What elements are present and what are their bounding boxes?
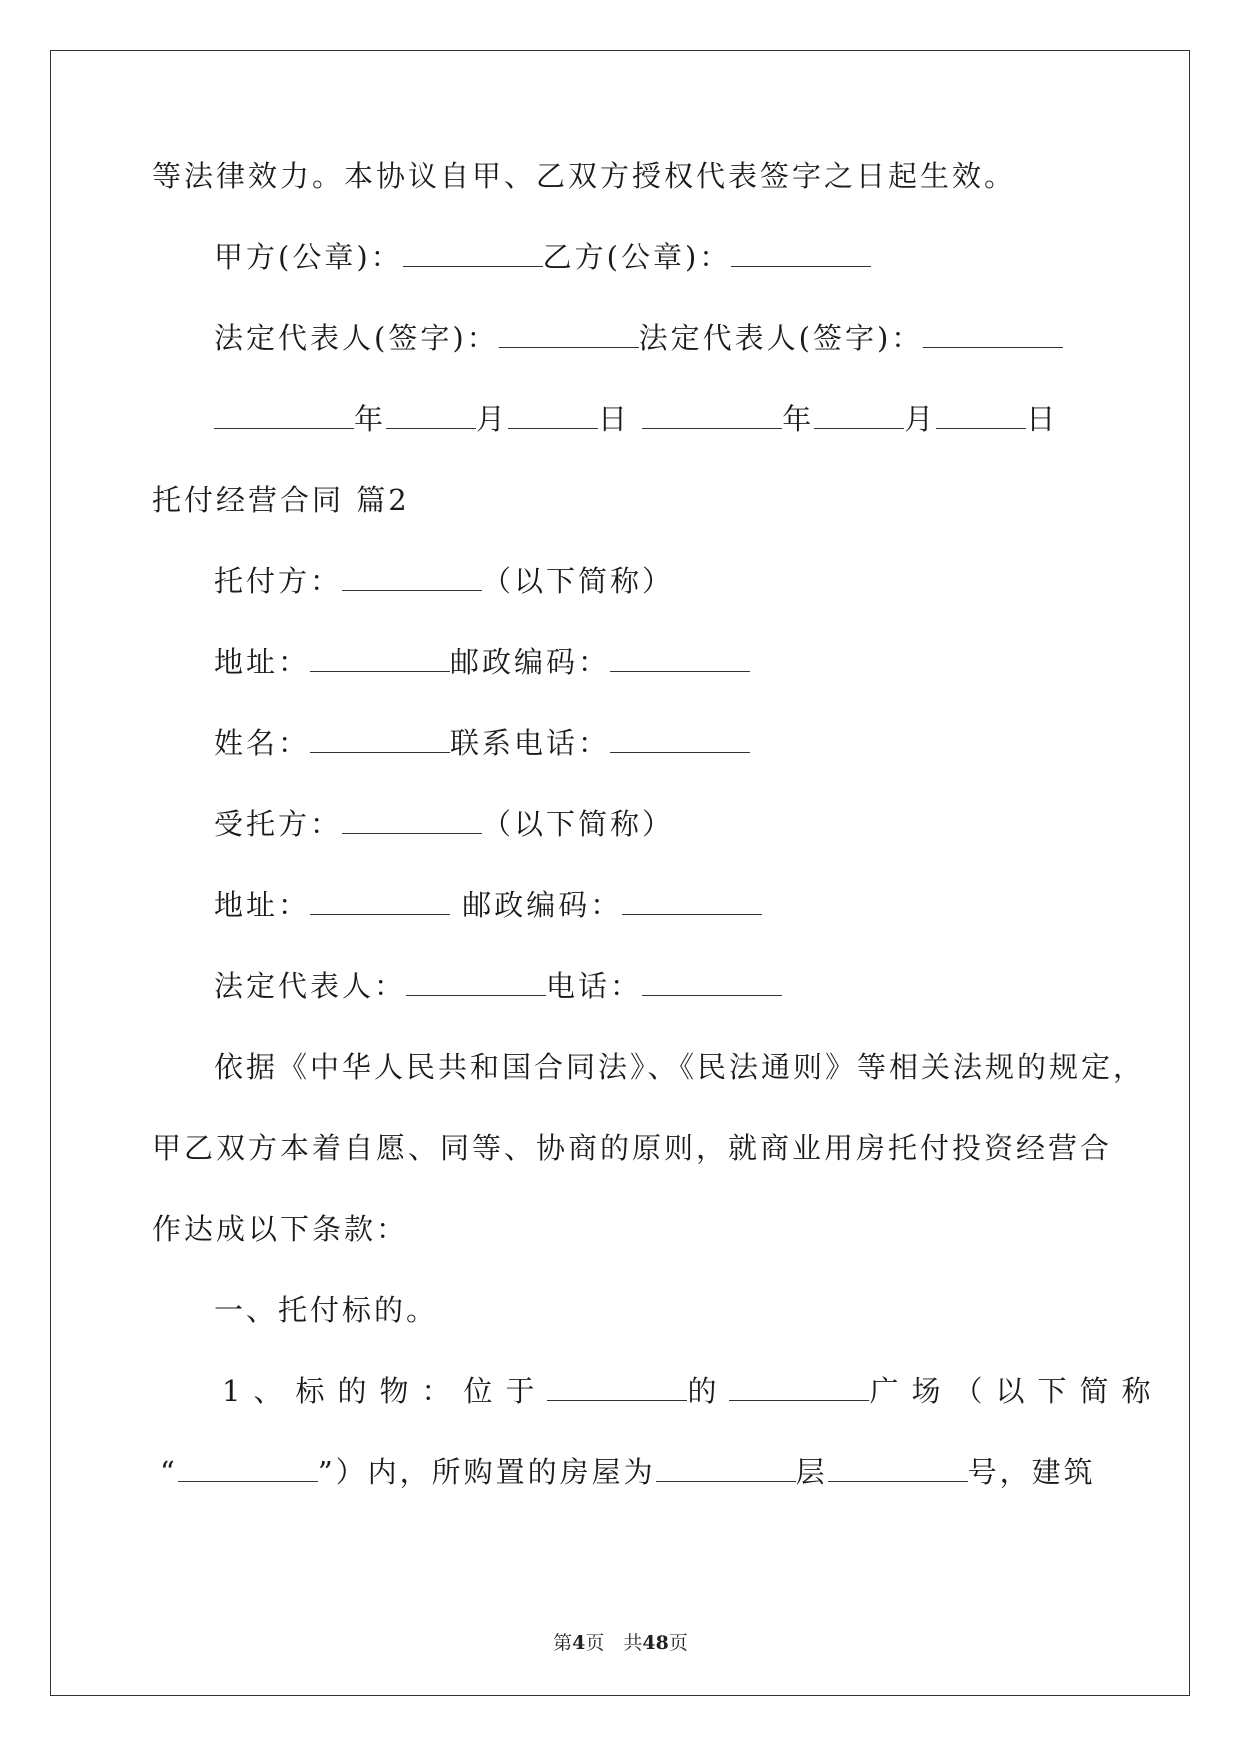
day-blank[interactable]: [508, 402, 598, 429]
year-blank[interactable]: [642, 402, 782, 429]
phone-blank[interactable]: [610, 726, 750, 753]
trustee-label: 受托方：: [214, 807, 343, 841]
subject-line: [222, 1371, 1163, 1411]
current-page-number: 4: [572, 1632, 586, 1654]
party-b-rep-blank[interactable]: [923, 321, 1063, 348]
subject-connector: 的: [687, 1374, 730, 1408]
floor-label: 层: [795, 1455, 828, 1489]
paragraph-text: 等法律效力。本协议自甲、乙双方授权代表签字之日起生效。: [152, 159, 1017, 193]
premises-text: ”）内，所购置的房屋为: [317, 1455, 656, 1489]
page-border: [50, 50, 1190, 1696]
principal-line: [214, 561, 674, 601]
address-blank[interactable]: [310, 888, 450, 915]
principal-label: 托付方：: [214, 564, 343, 598]
name-blank[interactable]: [310, 726, 450, 753]
signature-seal-line: [214, 237, 871, 277]
year-label: 年: [782, 402, 815, 436]
phone-label: 联系电话：: [450, 726, 611, 760]
month-label: 月: [476, 402, 509, 436]
party-b-seal-blank[interactable]: [731, 240, 871, 267]
rep-blank[interactable]: [406, 969, 546, 996]
name-label: 姓名：: [214, 726, 311, 760]
section-title-text: 托付经营合同 篇2: [152, 483, 410, 517]
trustee-blank[interactable]: [342, 807, 482, 834]
phone-label: 电话：: [546, 969, 643, 1003]
day-blank[interactable]: [936, 402, 1026, 429]
footer-text: 页 共: [585, 1632, 643, 1654]
total-page-number: 48: [642, 1632, 669, 1654]
month-blank[interactable]: [814, 402, 904, 429]
phone-blank[interactable]: [642, 969, 782, 996]
text-line: [152, 1209, 408, 1249]
section-title: [152, 480, 410, 520]
party-a-rep-label: 法定代表人(签字)：: [214, 321, 499, 355]
party-b-rep-label: 法定代表人(签字)：: [638, 321, 924, 355]
floor-blank[interactable]: [656, 1455, 796, 1482]
text-line: [152, 156, 1016, 196]
principal-note: （以下简称）: [482, 564, 675, 598]
subject-note: 广场（以下简称: [869, 1374, 1164, 1408]
year-blank[interactable]: [214, 402, 354, 429]
clause-heading-text: 一、托付标的。: [214, 1293, 439, 1327]
text-line: [152, 1128, 1112, 1168]
page-footer: [0, 1628, 1241, 1655]
trustee-note: （以下简称）: [482, 807, 675, 841]
paragraph-text: 作达成以下条款：: [152, 1212, 409, 1246]
rep-label: 法定代表人：: [214, 969, 407, 1003]
zip-label: 邮政编码：: [462, 888, 623, 922]
quote-open: “: [160, 1455, 178, 1489]
number-label: 号，建筑: [967, 1455, 1096, 1489]
month-label: 月: [904, 402, 937, 436]
month-blank[interactable]: [386, 402, 476, 429]
party-a-rep-blank[interactable]: [499, 321, 639, 348]
footer-text: 第: [553, 1632, 573, 1654]
footer-text: 页: [668, 1632, 688, 1654]
zip-label: 邮政编码：: [450, 645, 611, 679]
year-label: 年: [354, 402, 387, 436]
party-a-seal-blank[interactable]: [403, 240, 543, 267]
trustee-rep-line: [214, 966, 782, 1006]
address-label: 地址：: [214, 888, 311, 922]
date-line: [214, 399, 1058, 439]
location-blank[interactable]: [547, 1374, 687, 1401]
party-b-seal-label: 乙方(公章)：: [542, 240, 732, 274]
zip-blank[interactable]: [610, 645, 750, 672]
paragraph-text: 甲乙双方本着自愿、同等、协商的原则，就商业用房托付投资经营合: [152, 1131, 1113, 1165]
principal-name-line: [214, 723, 750, 763]
address-label: 地址：: [214, 645, 311, 679]
signature-rep-line: [214, 318, 1063, 358]
clause-heading: [214, 1290, 438, 1330]
number-blank[interactable]: [828, 1455, 968, 1482]
subject-label: 1、标的物：位于: [222, 1374, 548, 1408]
paragraph-text: 依据《中华人民共和国合同法》、《民法通则》等相关法规的规定，: [214, 1050, 1146, 1084]
subject-line-2: [160, 1452, 1096, 1492]
party-a-seal-label: 甲方(公章)：: [214, 240, 403, 274]
trustee-address-line: [214, 885, 762, 925]
principal-blank[interactable]: [342, 564, 482, 591]
day-label: 日: [1026, 402, 1059, 436]
zip-blank[interactable]: [622, 888, 762, 915]
plaza-blank[interactable]: [729, 1374, 869, 1401]
text-line: [214, 1047, 1145, 1087]
short-name-blank[interactable]: [178, 1455, 318, 1482]
address-blank[interactable]: [310, 645, 450, 672]
day-label: 日: [598, 402, 631, 436]
principal-address-line: [214, 642, 750, 682]
trustee-line: [214, 804, 674, 844]
